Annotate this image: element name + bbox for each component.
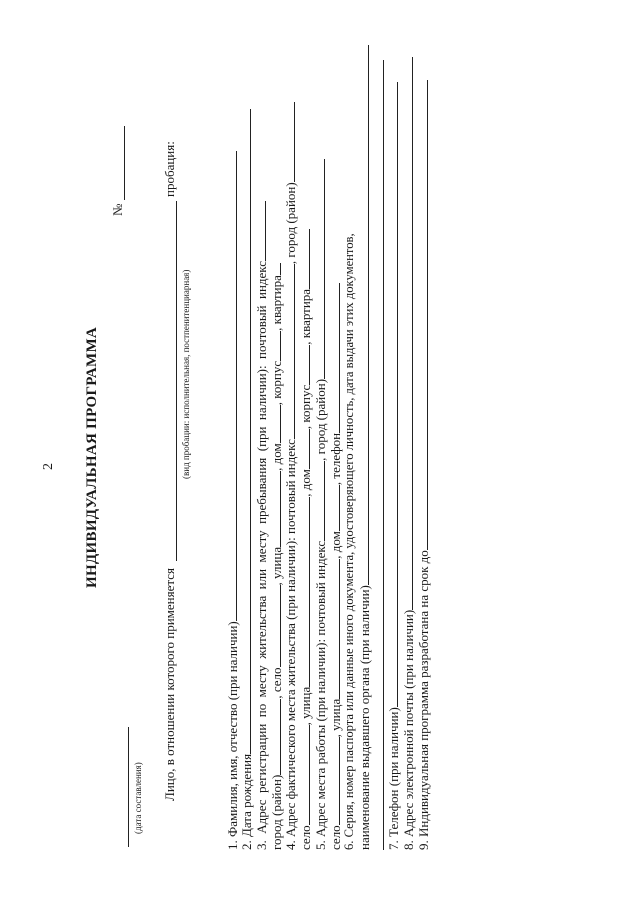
page-number: 2 (41, 463, 56, 470)
act-index-line[interactable] (283, 264, 295, 439)
work-street-label: , улица (328, 698, 343, 738)
person-label: Лицо, в отношении которого применяется (162, 568, 177, 801)
field-8-row (401, 57, 416, 850)
field-3-row-b (269, 263, 284, 850)
reg-village-line[interactable] (269, 585, 281, 667)
act-house-label: , дом (298, 469, 313, 497)
field-3-label: 3. Адрес регистрации по месту жительства или месту пребывания (при наличии): почтовый индекс (254, 260, 269, 850)
field-6-label-cont: наименование выдавшего органа (при наличии) (357, 585, 372, 850)
work-street-line[interactable] (328, 559, 340, 699)
reg-index-line[interactable] (254, 201, 266, 261)
reg-house-line[interactable] (269, 405, 281, 443)
field-9-label: 9. Индивидуальная программа разработана на срок до (416, 550, 431, 850)
field-8-label: 8. Адрес электронной почты (при наличии) (401, 609, 416, 850)
email-line[interactable] (401, 57, 413, 610)
reg-building-label: , корпус (269, 360, 284, 406)
work-house-line[interactable] (328, 485, 340, 531)
document-line-2[interactable] (383, 60, 384, 850)
field-2-row (239, 109, 254, 850)
field-7-label: 7. Телефон (при наличии) (386, 707, 401, 850)
field-4-row-b (298, 229, 313, 850)
date-field-line[interactable] (128, 727, 129, 847)
act-apartment-line[interactable] (298, 229, 310, 289)
act-house-line[interactable] (298, 429, 310, 469)
phone-line[interactable] (386, 82, 398, 707)
act-building-line[interactable] (298, 345, 310, 385)
term-line[interactable] (416, 80, 428, 550)
work-phone-label: , телефон (328, 432, 343, 486)
act-city-label: , город (район) (283, 182, 298, 265)
field-6-row-b (357, 45, 372, 850)
work-house-label: , дом (328, 531, 343, 559)
field-1-label: 1. Фамилия, имя, отчество (при наличии) (225, 621, 240, 850)
field-6-label: 6. Серия, номер паспорта или данные иного документа, удостоверяющего личность, дата выдачи этих документов, (342, 233, 356, 850)
work-village-label: село (328, 825, 343, 850)
field-4-label: 4. Адрес фактического места жительства (при наличии): почтовый индекс (283, 439, 298, 850)
work-city-line[interactable] (313, 159, 325, 379)
field-2-label: 2. Дата рождения (239, 753, 254, 850)
reg-building-line[interactable] (269, 331, 281, 361)
reg-city-label: город (район) (269, 774, 284, 850)
work-city-label: , город (район) (313, 378, 328, 461)
reg-village-label: , село (269, 667, 284, 699)
field-1-row (225, 151, 240, 850)
act-apartment-label: , квартира (298, 288, 313, 345)
number-field-line[interactable] (124, 126, 125, 200)
work-village-line[interactable] (328, 737, 340, 825)
document-line[interactable] (357, 45, 369, 585)
field-3-row-a (254, 201, 269, 850)
reg-house-label: , дом (269, 443, 284, 471)
act-village-label: село (298, 825, 313, 850)
work-phone-line[interactable] (328, 283, 340, 433)
reg-street-label: , улица (269, 546, 284, 586)
number-label: № (110, 203, 125, 216)
full-name-line[interactable] (225, 151, 237, 621)
act-street-line[interactable] (298, 497, 310, 687)
field-9-row (416, 80, 431, 850)
act-building-label: , корпус (298, 384, 313, 430)
field-4-row-a (283, 102, 298, 850)
work-index-line[interactable] (313, 461, 325, 541)
field-5-label: 5. Адрес места работы (при наличии): почтовый индекс (313, 540, 328, 850)
reg-apartment-label: , квартира (269, 275, 284, 331)
reg-city-line[interactable] (269, 699, 281, 775)
form-title: ИНДИВИДУАЛЬНАЯ ПРОГРАММА (84, 326, 100, 588)
probation-type-line[interactable] (176, 201, 177, 561)
act-village-line[interactable] (298, 725, 310, 825)
birth-date-line[interactable] (239, 109, 251, 754)
reg-apartment-line[interactable] (269, 263, 281, 275)
field-7-row (386, 82, 401, 850)
field-6-row-a (342, 233, 356, 850)
field-5-row-b (328, 283, 343, 850)
act-city-line[interactable] (283, 102, 295, 182)
act-street-label: , улица (298, 686, 313, 726)
probation-caption: (вид пробации: исполнительная, постпенитенциарная) (181, 269, 191, 479)
reg-street-line[interactable] (269, 471, 281, 547)
date-caption: (дата составления) (133, 762, 143, 834)
field-5-row-a (313, 159, 328, 850)
probation-suffix: пробация: (162, 141, 177, 197)
